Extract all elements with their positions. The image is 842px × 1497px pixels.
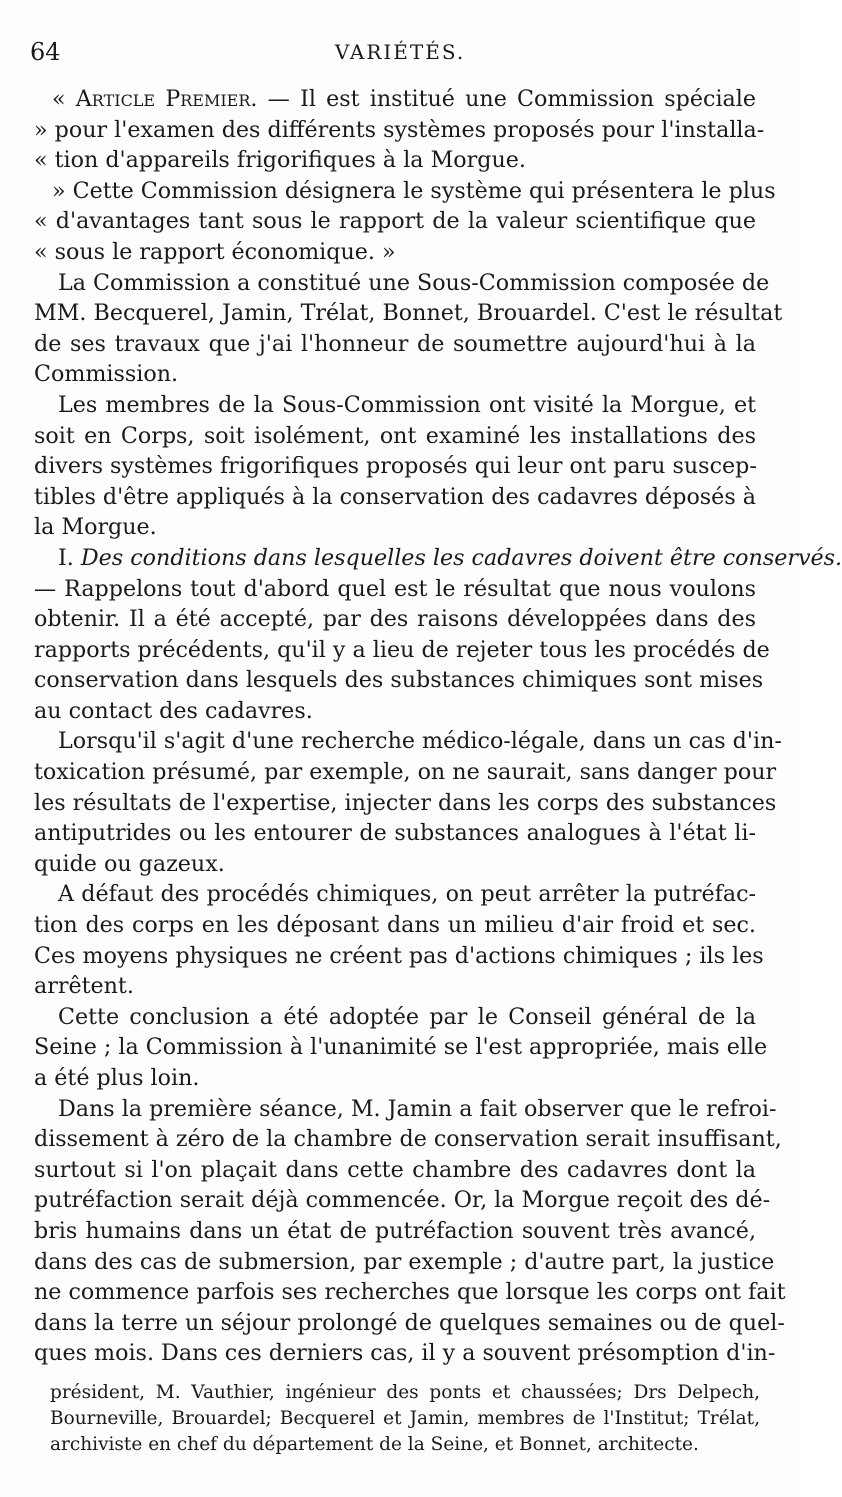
page-number: 64 [30,38,61,66]
text-line: ne commence parfois ses recherches que lorsque les corps ont fait [34,1279,786,1306]
footnote-line: Bourneville, Brouardel; Becquerel et Jamin, membres de l'Institut; Trélat, [50,1408,760,1429]
text-line: dans la terre un séjour prolongé de quelques semaines ou de quel- [34,1309,785,1336]
section-number: I. [58,544,74,571]
text-line: obtenir. Il a été accepté, par des raisons développées dans des [34,606,756,633]
footnote-line: président, M. Vauthier, ingénieur des ponts et chaussées; Drs Delpech, [50,1382,760,1403]
text-line: » Cette Commission désignera le système qui présentera le plus [52,177,776,204]
text-line: antiputrides ou les entourer de substances analogues à l'état li- [34,820,756,847]
text-line: Ces moyens physiques ne créent pas d'actions chimiques ; ils les [34,942,764,969]
text-line: A défaut des procédés chimiques, on peut arrêter la putréfac- [58,881,756,908]
text-line: Dans la première séance, M. Jamin a fait observer que le refroi- [58,1095,777,1122]
text-line: dans des cas de submersion, par exemple ; d'autre part, la justice [34,1248,775,1275]
text-line: divers systèmes frigorifiques proposés qui leur ont paru suscep- [34,453,757,480]
text-line: tion des corps en les déposant dans un milieu d'air froid et sec. [34,912,756,939]
text-line: soit en Corps, soit isolément, ont examiné les installations des [34,422,756,449]
text-line: « sous le rapport économique. » [34,238,396,265]
text-line: dissement à zéro de la chambre de conservation serait insuffisant, [34,1126,782,1153]
text-line: de ses travaux que j'ai l'honneur de soumettre aujourd'hui à la [34,330,756,357]
text-line: » pour l'examen des différents systèmes proposés pour l'installa- [34,116,765,143]
text-line: toxication présumé, par exemple, on ne saurait, sans danger pour [34,759,777,786]
text-line: au contact des cadavres. [34,697,313,724]
running-head: VARIÉTÉS. [334,40,466,64]
text-line: MM. Becquerel, Jamin, Trélat, Bonnet, Brouardel. C'est le résultat [34,300,783,327]
text-line: « d'avantages tant sous le rapport de la valeur scientifique que [34,208,756,235]
text-line: ques mois. Dans ces derniers cas, il y a souvent présomption d'in- [34,1340,776,1367]
text-line: tibles d'être appliqués à la conservation des cadavres déposés à [34,483,756,510]
text-line: — Rappelons tout d'abord quel est le résultat que nous voulons [34,575,756,602]
text-line: conservation dans lesquels des substances chimiques sont mises [34,667,764,694]
text-line: « tion d'appareils frigorifiques à la Morgue. [34,147,526,174]
text-line: Cette conclusion a été adoptée par le Conseil général de la [58,1003,756,1030]
text-line: les résultats de l'expertise, injecter dans les corps des substances [34,789,777,816]
text-line: quide ou gazeux. [34,850,225,877]
text-line: surtout si l'on plaçait dans cette chambre des cadavres dont la [34,1156,756,1183]
text-line: La Commission a constitué une Sous-Commission composée de [58,269,770,296]
text-line: a été plus loin. [34,1065,200,1091]
text-line: Seine ; la Commission à l'unanimité se l'est appropriée, mais elle [34,1034,768,1061]
footnote [50,1380,760,1458]
text-line: la Morgue. [34,514,157,541]
page-header [30,38,770,74]
text-line: rapports précédents, qu'il y a lieu de rejeter tous les procédés de [34,636,770,663]
footnote-line: archiviste en chef du département de la Seine, et Bonnet, architecte. [50,1434,699,1455]
section-title: Des conditions dans lesquelles les cadavres doivent être conservés. [80,544,842,571]
text-line: Les membres de la Sous-Commission ont visité la Morgue, et [58,391,756,418]
text-line: « Article Premier. — Il est institué une Commission spéciale [52,86,756,112]
text-line: putréfaction serait déjà commencée. Or, la Morgue reçoit des dé- [34,1187,771,1214]
text-line: Lorsqu'il s'agit d'une recherche médico-légale, dans un cas d'in- [58,728,782,755]
body-text [34,84,842,1369]
text-line: arrêtent. [34,973,134,1000]
section-heading [34,543,842,574]
text-line: bris humains dans un état de putréfaction souvent très avancé, [34,1217,756,1244]
text-line: Commission. [34,361,179,388]
article-label: « Article Premier. [52,86,258,112]
